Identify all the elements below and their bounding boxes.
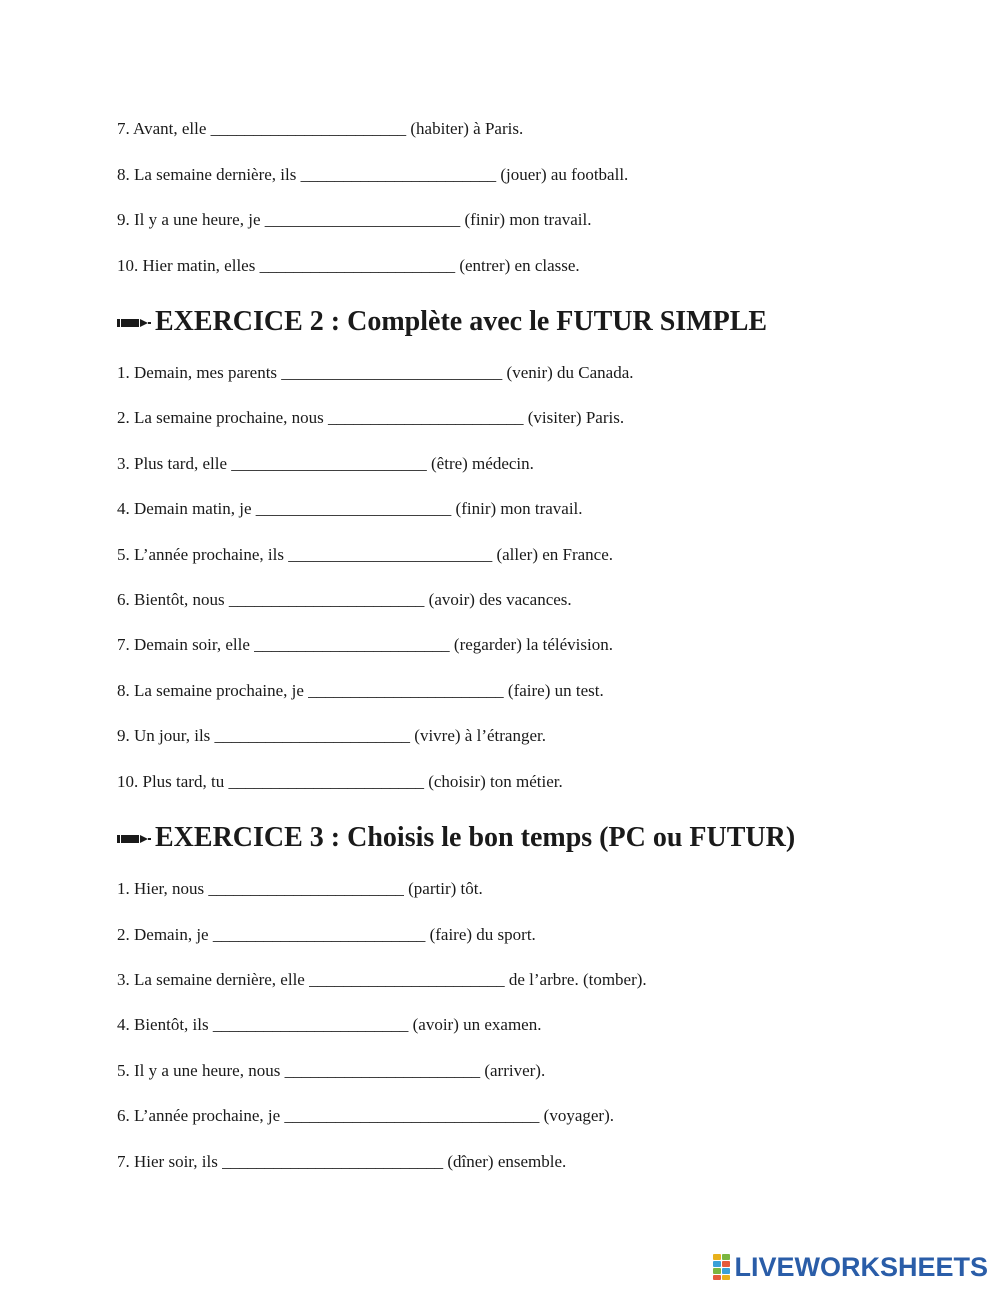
exercise3-item-4: 4. Bientôt, ils _______________________ (avoir) un examen. (117, 1015, 542, 1034)
exercise1-item-10: 10. Hier matin, elles _______________________ (entrer) en classe. (117, 256, 580, 275)
exercise3-item-2: 2. Demain, je _________________________ (faire) du sport. (117, 925, 536, 944)
exercise2-item-1: 1. Demain, mes parents __________________________ (venir) du Canada. (117, 363, 634, 382)
exercise1-item-9: 9. Il y a une heure, je _______________________ (finir) mon travail. (117, 210, 592, 229)
exercise2-item-2: 2. La semaine prochaine, nous _______________________ (visiter) Paris. (117, 408, 625, 427)
exercise2-item-3: 3. Plus tard, elle _______________________ (être) médecin. (117, 454, 534, 473)
pencil-icon (117, 832, 151, 846)
exercise2-title: EXERCICE 2 : Complète avec le FUTUR SIMPLE (155, 306, 768, 337)
exercise3-item-6: 6. L’année prochaine, je ______________________________ (voyager). (117, 1106, 614, 1125)
exercise2-item-10: 10. Plus tard, tu _______________________ (choisir) ton métier. (117, 772, 563, 791)
exercise2-item-5: 5. L’année prochaine, ils ________________________ (aller) en France. (117, 545, 614, 564)
exercise2-item-6: 6. Bientôt, nous _______________________ (avoir) des vacances. (117, 590, 572, 609)
liveworksheets-logo[interactable] (713, 1252, 988, 1282)
exercise3-item-1: 1. Hier, nous _______________________ (partir) tôt. (117, 879, 483, 898)
exercise1-item-7: 7. Avant, elle _______________________ (habiter) à Paris. (117, 119, 524, 138)
exercise2-item-8: 8. La semaine prochaine, je _______________________ (faire) un test. (117, 681, 604, 700)
exercise1-item-8: 8. La semaine dernière, ils _______________________ (jouer) au football. (117, 165, 629, 184)
exercise2-item-7: 7. Demain soir, elle _______________________ (regarder) la télévision. (117, 635, 613, 654)
exercise3-item-3: 3. La semaine dernière, elle _______________________ de l’arbre. (tomber). (117, 970, 647, 989)
exercise3-item-7: 7. Hier soir, ils __________________________ (dîner) ensemble. (117, 1152, 567, 1171)
exercise3-heading (117, 821, 795, 855)
pencil-icon (117, 316, 151, 330)
liveworksheets-logo-text: LIVEWORKSHEETS (734, 1252, 988, 1282)
exercise2-item-4: 4. Demain matin, je _______________________ (finir) mon travail. (117, 499, 583, 518)
exercise2-heading (117, 305, 767, 339)
liveworksheets-logo-mark-icon (713, 1254, 731, 1280)
exercise2-item-9: 9. Un jour, ils _______________________ (vivre) à l’étranger. (117, 726, 546, 745)
exercise3-item-5: 5. Il y a une heure, nous _______________________ (arriver). (117, 1061, 546, 1080)
exercise3-title: EXERCICE 3 : Choisis le bon temps (PC ou FUTUR) (155, 822, 796, 853)
